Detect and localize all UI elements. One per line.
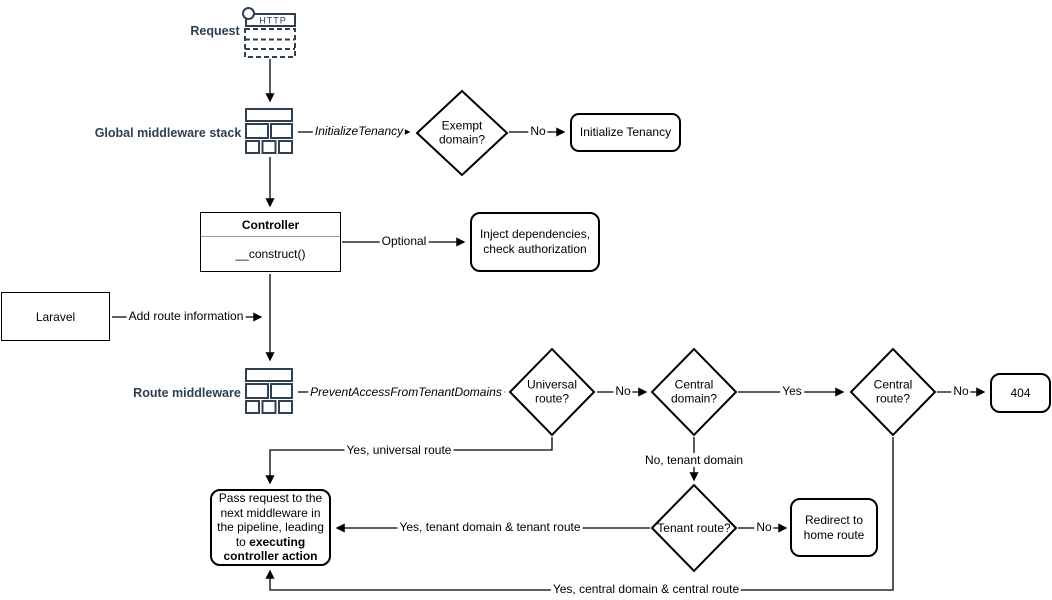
pass-request-text-bold: executing controller action	[223, 534, 318, 564]
tenant-route-label: Tenant route?	[657, 520, 731, 535]
pass-request-text-normal: Pass request to the next middleware in the pipeline, leading to	[217, 490, 324, 549]
pass-request-text	[215, 491, 326, 564]
request-label: Request	[190, 24, 240, 38]
central-domain-diamond	[652, 349, 736, 435]
global-middleware-label: Global middleware stack	[94, 126, 242, 140]
laravel-node	[1, 292, 110, 341]
edge-label-central-route-no: No	[953, 384, 969, 398]
edge-label-tenant-route-no: No	[756, 520, 772, 534]
initialize-tenancy-label: Initialize Tenancy	[579, 125, 672, 140]
edge-label-add-route-information: Add route information	[128, 309, 244, 323]
central-route-label: Central route?	[873, 377, 913, 406]
inject-dependencies-label: Inject dependencies, check authorization	[479, 227, 591, 256]
edge-label-prevent-access: PreventAccessFromTenantDomains	[310, 385, 502, 399]
http-icon-label: HTTP	[259, 15, 287, 26]
universal-route-diamond	[510, 349, 594, 435]
redirect-home-node	[790, 498, 878, 557]
initialize-tenancy-node	[570, 113, 681, 152]
edge-label-central-domain-yes: Yes	[782, 384, 802, 398]
exempt-domain-diamond	[417, 91, 507, 175]
edge-label-tenant-yes: Yes, tenant domain & tenant route	[399, 520, 581, 534]
central-domain-label: Central domain?	[670, 377, 718, 406]
http-request-icon	[242, 6, 298, 60]
edge-label-universal-yes: Yes, universal route	[346, 443, 452, 457]
controller-method: __construct()	[201, 236, 340, 271]
inject-dependencies-node	[470, 212, 600, 272]
404-label: 404	[1010, 385, 1031, 400]
exempt-domain-label: Exempt domain?	[438, 118, 486, 147]
global-middleware-stack-icon	[245, 108, 295, 154]
controller-node	[200, 212, 341, 272]
edge-label-optional: Optional	[381, 234, 427, 248]
edge-label-central-yes: Yes, central domain & central route	[552, 582, 740, 596]
laravel-node-label: Laravel	[35, 309, 76, 324]
edge-label-universal-no: No	[615, 384, 631, 398]
universal-route-label: Universal route?	[526, 377, 577, 406]
route-middleware-label: Route middleware	[133, 386, 241, 400]
edge-label-exempt-no: No	[530, 124, 546, 138]
tenant-route-diamond	[652, 485, 736, 571]
404-node	[990, 373, 1051, 413]
route-middleware-stack-icon	[245, 368, 295, 414]
edge-label-initialize-tenancy: InitializeTenancy	[314, 124, 404, 138]
pass-request-node	[210, 489, 331, 566]
central-route-diamond	[851, 349, 935, 435]
controller-title: Controller	[241, 217, 300, 232]
redirect-home-label: Redirect to home route	[803, 512, 865, 542]
edge-label-tenant-domain-no: No, tenant domain	[644, 453, 744, 467]
